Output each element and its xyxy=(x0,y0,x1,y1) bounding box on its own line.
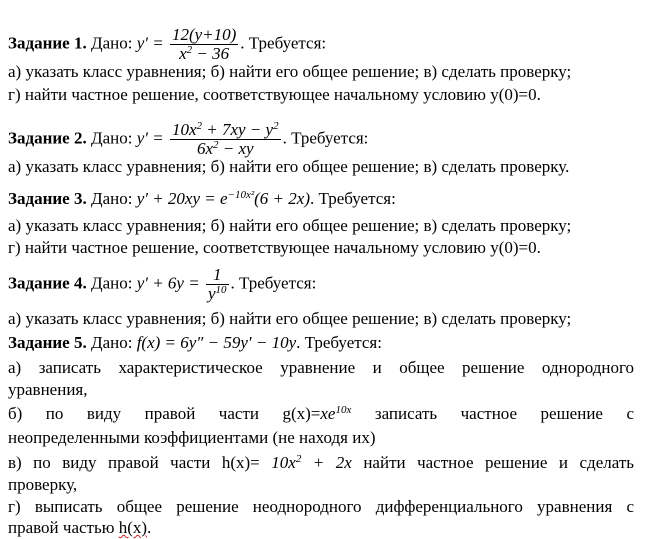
task1-denominator xyxy=(170,45,238,63)
task3-eq-a: y′ + 20xy = e xyxy=(136,189,228,208)
task3-eq-b: (6 + 2x) xyxy=(254,189,310,208)
task5-c-expr-b: + 2x xyxy=(301,453,352,472)
task3-after: . Требуется: xyxy=(309,189,396,208)
task1-header xyxy=(8,26,326,63)
task2-title: Задание 2. xyxy=(8,128,87,148)
task3-line2: г) найти частное решение, соответствующее начальному условию y(0)=0. xyxy=(8,238,541,257)
task5-c-post: найти частное решение и сделать xyxy=(363,453,635,472)
task5-d-line2-a: правой частью xyxy=(8,518,119,537)
task4-intro: Дано: xyxy=(90,273,133,293)
task2-num-a: 10x xyxy=(171,120,197,139)
task5-c-line1 xyxy=(8,453,634,473)
task3-header xyxy=(8,189,396,209)
task2-after: . Требуется: xyxy=(282,128,369,148)
task2-den-exp: 2 xyxy=(213,139,219,151)
task2-num-b: + 7xy − y xyxy=(201,120,274,139)
task5-d-line2-c: . xyxy=(147,518,152,537)
task3-eq-exp: −10x² xyxy=(227,189,255,201)
task5-c-pre: в) по виду правой части h(x)= xyxy=(8,453,260,472)
task2-lhs: y′ = xyxy=(136,128,164,148)
task2-line1: а) указать класс уравнения; б) найти его общее решение; в) сделать проверку. xyxy=(8,157,570,176)
task5-a-line2: уравнения, xyxy=(8,380,88,399)
task3-title: Задание 3. xyxy=(8,189,87,208)
task5-d-line2 xyxy=(8,518,151,538)
task1-fraction xyxy=(170,26,238,63)
task4-den-exp: 10 xyxy=(215,284,227,296)
task1-den-b: − 36 xyxy=(192,44,230,63)
task5-b-pre: б) по виду правой части g(x)= xyxy=(8,404,321,423)
task5-title: Задание 5. xyxy=(8,333,87,352)
task3-intro: Дано: xyxy=(90,189,133,208)
task1-num-c: +10) xyxy=(202,25,237,44)
task4-title: Задание 4. xyxy=(8,273,87,293)
task1-den-exp: 2 xyxy=(186,44,193,56)
task5-d-line1: г) выписать общее решение неоднородного дифференциального уравнения с xyxy=(8,497,634,516)
task4-header xyxy=(8,266,316,303)
task5-b-line2: неопределенными коэффициентами (не находя их) xyxy=(8,428,376,447)
task1-title: Задание 1. xyxy=(8,33,87,53)
task5-b-line1 xyxy=(8,404,634,424)
task5-c-expr-a: 10x xyxy=(271,453,296,472)
task5-c-line2: проверку, xyxy=(8,475,78,494)
task1-line2: г) найти частное решение, соответствующее начальному условию y(0)=0. xyxy=(8,85,541,104)
task1-num-b: y xyxy=(194,25,203,44)
task5-d-line2-b: h(x) xyxy=(118,518,148,537)
task1-num-a: 12( xyxy=(171,25,195,44)
task1-after: . Требуется: xyxy=(240,33,327,53)
task1-line1: а) указать класс уравнения; б) найти его общее решение; в) сделать проверку; xyxy=(8,62,572,81)
task5-b-expr: xe xyxy=(320,404,336,423)
task5-c-exp: 2 xyxy=(295,453,302,465)
task5-b-exp: 10x xyxy=(335,404,352,416)
task5-header xyxy=(8,333,382,353)
task5-a-line1: а) записать характеристическое уравнение и общее решение однородного xyxy=(8,358,634,377)
task5-eq: f(x) = 6y″ − 59y′ − 10y xyxy=(136,333,297,352)
task2-fraction xyxy=(170,121,281,158)
task4-fraction xyxy=(206,266,229,303)
task4-lhs: y′ + 6y = xyxy=(136,273,200,293)
task1-intro: Дано: xyxy=(90,33,133,53)
task2-num-exp1: 2 xyxy=(196,120,202,132)
task2-den-a: 6x xyxy=(196,139,213,158)
task2-numerator xyxy=(170,121,281,140)
task3-line1: а) указать класс уравнения; б) найти его общее решение; в) сделать проверку; xyxy=(8,216,572,235)
task2-denominator xyxy=(170,140,281,158)
task4-after: . Требуется: xyxy=(230,273,317,293)
task2-header xyxy=(8,121,368,158)
task5-after: . Требуется: xyxy=(296,333,382,352)
task4-numerator: 1 xyxy=(206,266,229,285)
task2-intro: Дано: xyxy=(90,128,133,148)
task4-denominator xyxy=(206,285,229,303)
task5-b-post: записать частное решение с xyxy=(374,404,634,423)
task4-line1: а) указать класс уравнения; б) найти его общее решение; в) сделать проверку; xyxy=(8,309,572,328)
task1-numerator xyxy=(170,26,238,45)
task1-lhs: y′ = xyxy=(136,33,164,53)
task2-num-exp2: 2 xyxy=(273,120,279,132)
task5-intro: Дано: xyxy=(90,333,133,352)
task1-den-a: x xyxy=(179,44,187,63)
task4-den-a: y xyxy=(207,284,216,303)
task2-den-b: − xy xyxy=(218,139,254,158)
